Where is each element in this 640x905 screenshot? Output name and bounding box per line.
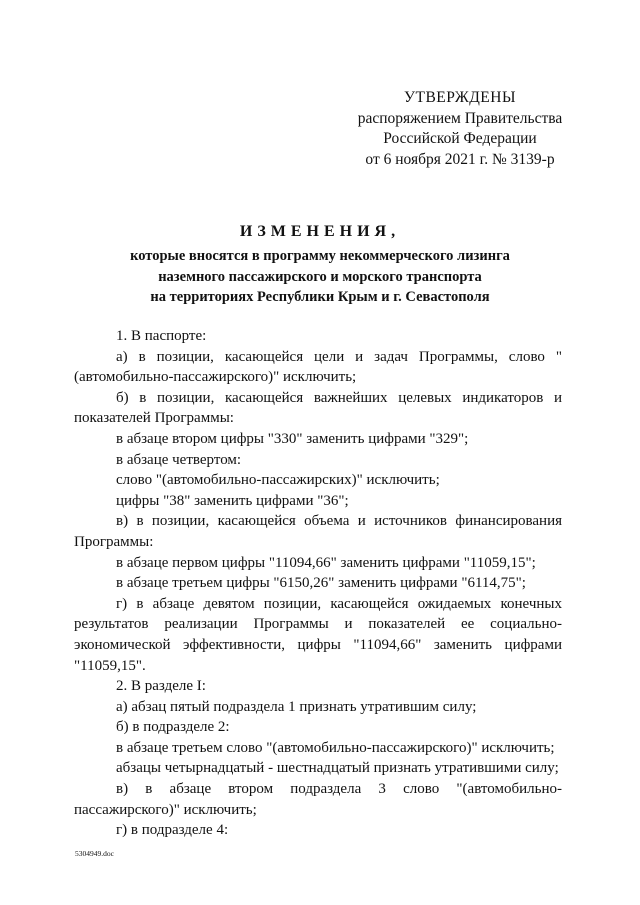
paragraph: 2. В разделе I: (116, 678, 206, 695)
paragraph: б) в позиции, касающейся важнейших целевых индикаторов и показателей Программы: (74, 389, 562, 427)
subtitle-line-2: наземного пассажирского и морского транспорта (158, 268, 482, 285)
paragraph: г) в абзаце девятом позиции, касающейся ожидаемых конечных результатов реализации Программы и показателей ее социально-экономической эффективности, цифры "11094,66" заменить цифрами "11059,15". (74, 595, 562, 674)
paragraph: в абзаце третьем цифры "6150,26" заменить цифрами "6114,75"; (116, 575, 526, 592)
paragraph: в абзаце четвертом: (116, 451, 242, 468)
approval-line-3: от 6 ноября 2021 г. № 3139-р (365, 150, 555, 168)
paragraph: в абзаце втором цифры "330" заменить цифрами "329"; (116, 430, 469, 447)
approval-heading: УТВЕРЖДЕНЫ (404, 89, 516, 106)
document-body (74, 326, 562, 841)
approval-stamp (340, 88, 580, 170)
approval-line-2: Российской Федерации (383, 130, 537, 147)
document-subtitle (70, 246, 570, 308)
paragraph: б) в подразделе 2: (116, 719, 230, 736)
paragraph: в абзаце третьем слово "(автомобильно-пассажирского)" исключить; (116, 739, 555, 756)
paragraph: слово "(автомобильно-пассажирских)" исключить; (116, 472, 440, 489)
document-title: ИЗМЕНЕНИЯ, (239, 223, 401, 240)
paragraph: в) в позиции, касающейся объема и источников финансирования Программы: (74, 513, 562, 550)
subtitle-line-3: на территориях Республики Крым и г. Севастополя (150, 289, 490, 305)
file-name-footer: 5304949.doc (75, 849, 114, 858)
paragraph: в) в абзаце втором подраздела 3 слово "(автомобильно-пассажирского)" исключить; (74, 781, 562, 818)
paragraph: а) в позиции, касающейся цели и задач Программы, слово "(автомобильно-пассажирского)" исключить; (74, 348, 562, 386)
paragraph: г) в подразделе 4: (116, 822, 229, 839)
paragraph: а) абзац пятый подраздела 1 признать утратившим силу; (116, 698, 477, 715)
approval-line-1: распоряжением Правительства (357, 109, 563, 127)
paragraph: в абзаце первом цифры "11094,66" заменить цифрами "11059,15"; (116, 554, 536, 571)
subtitle-line-1: которые вносятся в программу некоммерческого лизинга (130, 248, 510, 264)
paragraph: цифры "38" заменить цифрами "36"; (116, 492, 349, 509)
paragraph: абзацы четырнадцатый - шестнадцатый признать утратившими силу; (116, 760, 559, 777)
paragraph: 1. В паспорте: (116, 328, 207, 344)
